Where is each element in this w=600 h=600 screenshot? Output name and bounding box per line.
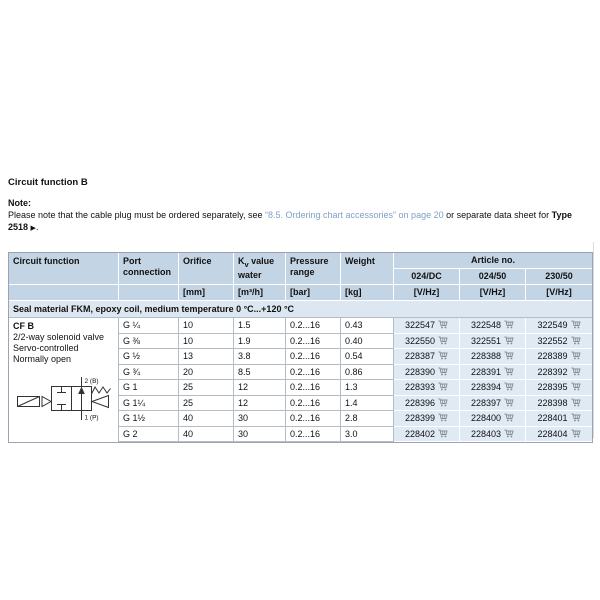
unit-cell-empty (119, 285, 179, 301)
article-number-cell (526, 349, 592, 365)
col-header-circuit-function: Circuit function (9, 253, 119, 285)
table-body (9, 301, 592, 442)
pressure-range-cell: 0.2...16 (286, 427, 341, 443)
kv-value-cell: 8.5 (234, 365, 286, 381)
pressure-range-cell: 0.2...16 (286, 411, 341, 427)
ordering-chart-accessories-link[interactable]: “8.5. Ordering chart accessories” on page 20 (265, 210, 444, 220)
article-number-cell (526, 380, 592, 396)
port-connection-cell: G 1½ (119, 411, 179, 427)
article-number-cell (394, 349, 460, 365)
article-number: 228388 (470, 351, 502, 362)
add-to-cart-icon[interactable] (571, 336, 581, 345)
article-number-cell (394, 334, 460, 350)
weight-cell: 1.4 (341, 396, 394, 412)
add-to-cart-icon[interactable] (571, 320, 581, 329)
add-to-cart-icon[interactable] (571, 398, 581, 407)
orifice-cell: 25 (179, 380, 234, 396)
article-number: 228391 (470, 366, 502, 377)
kv-value-cell: 1.5 (234, 318, 286, 334)
col-header-port-connection: Port connection (119, 253, 179, 285)
article-number: 228397 (470, 397, 502, 408)
col-header-kv-value (234, 253, 286, 285)
article-number-cell (460, 380, 526, 396)
article-number: 322552 (537, 335, 568, 346)
weight-cell: 2.8 (341, 411, 394, 427)
kv-subscript: v (244, 259, 249, 269)
article-number: 228393 (404, 382, 436, 393)
header-row-units (9, 285, 592, 301)
article-number: 322551 (470, 335, 502, 346)
add-to-cart-icon[interactable] (438, 429, 448, 438)
kv-label-line2: water (238, 269, 262, 280)
add-to-cart-icon[interactable] (571, 382, 581, 391)
kv-value-cell: 12 (234, 380, 286, 396)
port-connection-cell: G ½ (119, 349, 179, 365)
article-number-cell (460, 411, 526, 427)
unit-article-2: [V/Hz] (460, 285, 526, 301)
article-number: 228403 (470, 428, 502, 439)
section-heading: Circuit function B (8, 177, 88, 188)
kv-value-cell: 30 (234, 411, 286, 427)
orifice-cell: 13 (179, 349, 234, 365)
unit-cell-empty (9, 285, 119, 301)
add-to-cart-icon[interactable] (504, 398, 514, 407)
weight-cell: 1.3 (341, 380, 394, 396)
article-number-cell (394, 411, 460, 427)
article-number-cell (526, 365, 592, 381)
orifice-cell: 25 (179, 396, 234, 412)
pressure-range-cell: 0.2...16 (286, 365, 341, 381)
article-number-cell (394, 365, 460, 381)
add-to-cart-icon[interactable] (504, 320, 514, 329)
unit-orifice: [mm] (179, 285, 234, 301)
port-connection-cell: G ¾ (119, 365, 179, 381)
col-header-02450: 024/50 (460, 269, 526, 285)
weight-cell: 0.43 (341, 318, 394, 334)
article-number-cell (460, 396, 526, 412)
product-code: CF B (13, 321, 34, 331)
pressure-range-cell: 0.2...16 (286, 334, 341, 350)
orifice-cell: 40 (179, 411, 234, 427)
article-number: 322547 (404, 320, 436, 331)
weight-cell: 0.54 (341, 349, 394, 365)
unit-pressure: [bar] (286, 285, 341, 301)
article-number: 322549 (537, 320, 568, 331)
article-number: 228398 (537, 397, 568, 408)
add-to-cart-icon[interactable] (504, 367, 514, 376)
add-to-cart-icon[interactable] (438, 336, 448, 345)
article-number: 228395 (537, 382, 568, 393)
product-description-line: Servo-controlled (13, 343, 79, 353)
add-to-cart-icon[interactable] (504, 429, 514, 438)
article-number-cell (394, 427, 460, 443)
header-row-main (9, 253, 592, 269)
pressure-range-cell: 0.2...16 (286, 380, 341, 396)
article-number: 228392 (537, 366, 568, 377)
article-number: 228402 (404, 428, 436, 439)
kv-value-cell: 3.8 (234, 349, 286, 365)
add-to-cart-icon[interactable] (438, 382, 448, 391)
article-number: 228399 (404, 413, 436, 424)
product-cell (9, 318, 119, 442)
unit-weight: [kg] (341, 285, 394, 301)
port-connection-cell: G 1¼ (119, 396, 179, 412)
kv-label-rest: value (248, 256, 275, 266)
note-text: or separate data sheet for (443, 210, 552, 220)
weight-cell: 0.40 (341, 334, 394, 350)
port-connection-cell: G ⅜ (119, 334, 179, 350)
article-number: 228404 (537, 428, 568, 439)
diagram-port-bottom-label: 1 (P) (84, 414, 99, 422)
article-number: 228401 (537, 413, 568, 424)
type-2518-link[interactable]: Type 2518 (8, 210, 573, 232)
diagram-port-top-label: 2 (B) (84, 378, 99, 385)
article-number-cell (526, 427, 592, 443)
port-connection-cell: G 2 (119, 427, 179, 443)
article-number: 322550 (404, 335, 436, 346)
add-to-cart-icon[interactable] (504, 382, 514, 391)
note-label: Note: (8, 198, 31, 208)
article-number: 228396 (404, 397, 436, 408)
article-number-cell (394, 380, 460, 396)
add-to-cart-icon[interactable] (571, 413, 581, 422)
datasheet-section (8, 177, 591, 443)
col-header-orifice: Orifice (179, 253, 234, 285)
add-to-cart-icon[interactable] (571, 367, 581, 376)
seal-material-row (9, 301, 592, 318)
col-header-pressure-range: Pressure range (286, 253, 341, 285)
article-number: 228390 (404, 366, 436, 377)
kv-label: K (238, 256, 245, 266)
unit-article-3: [V/Hz] (526, 285, 592, 301)
add-to-cart-icon[interactable] (504, 336, 514, 345)
pressure-range-cell: 0.2...16 (286, 396, 341, 412)
col-header-weight: Weight (341, 253, 394, 285)
article-number-cell (460, 365, 526, 381)
article-number-cell (394, 318, 460, 334)
col-header-article-no: Article no. (394, 253, 592, 269)
port-connection-cell: G 1 (119, 380, 179, 396)
pressure-range-cell: 0.2...16 (286, 318, 341, 334)
article-number-cell (460, 334, 526, 350)
article-number: 322548 (470, 320, 502, 331)
article-number: 228394 (470, 382, 502, 393)
add-to-cart-icon[interactable] (438, 398, 448, 407)
orifice-cell: 40 (179, 427, 234, 443)
add-to-cart-icon[interactable] (504, 413, 514, 422)
pressure-range-cell: 0.2...16 (286, 349, 341, 365)
orifice-cell: 10 (179, 334, 234, 350)
add-to-cart-icon[interactable] (438, 351, 448, 360)
article-number-cell (526, 411, 592, 427)
product-description-line: Normally open (13, 354, 72, 364)
note-period: . (35, 222, 39, 232)
port-connection-cell: G ¼ (119, 318, 179, 334)
unit-article-1: [V/Hz] (394, 285, 460, 301)
add-to-cart-icon[interactable] (571, 351, 581, 360)
seal-material-text: Seal material FKM, epoxy coil, medium temperature 0 °C...+120 °C (9, 301, 592, 318)
article-number-cell (526, 334, 592, 350)
note-paragraph (8, 209, 591, 235)
unit-kv: [m³/h] (234, 285, 286, 301)
weight-cell: 0.86 (341, 365, 394, 381)
article-number-cell (460, 349, 526, 365)
add-to-cart-icon[interactable] (504, 351, 514, 360)
add-to-cart-icon[interactable] (571, 429, 581, 438)
arrow-right-icon: ▶ (30, 225, 36, 232)
article-number-cell (460, 427, 526, 443)
circuit-diagram (15, 374, 114, 427)
col-header-23050: 230/50 (526, 269, 592, 285)
article-number: 228389 (537, 351, 568, 362)
add-to-cart-icon[interactable] (438, 320, 448, 329)
col-header-024dc: 024/DC (394, 269, 460, 285)
article-number: 228400 (470, 413, 502, 424)
add-to-cart-icon[interactable] (438, 367, 448, 376)
article-number-cell (394, 396, 460, 412)
weight-cell: 3.0 (341, 427, 394, 443)
ordering-chart-table (8, 252, 593, 443)
article-number-cell (526, 396, 592, 412)
orifice-cell: 20 (179, 365, 234, 381)
add-to-cart-icon[interactable] (438, 413, 448, 422)
kv-value-cell: 12 (234, 396, 286, 412)
note-text: Please note that the cable plug must be ordered separately, see (8, 210, 265, 220)
table-row (9, 318, 592, 334)
page-edge-divider (593, 242, 594, 438)
article-number-cell (460, 318, 526, 334)
product-description-line: 2/2-way solenoid valve (13, 332, 105, 342)
orifice-cell: 10 (179, 318, 234, 334)
article-number-cell (526, 318, 592, 334)
kv-value-cell: 30 (234, 427, 286, 443)
article-number: 228387 (404, 351, 436, 362)
kv-value-cell: 1.9 (234, 334, 286, 350)
